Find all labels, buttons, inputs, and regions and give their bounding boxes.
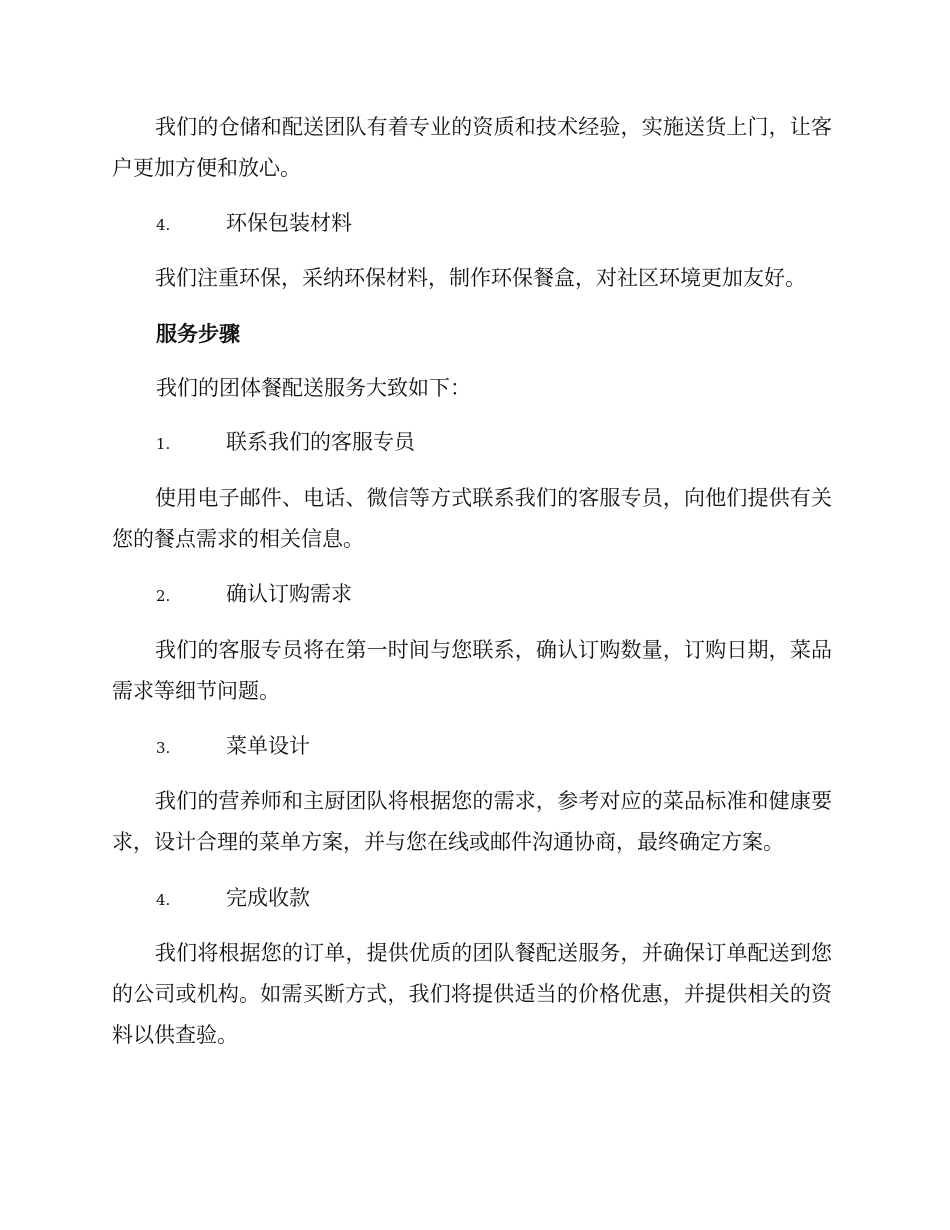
step-description: 我们的客服专员将在第一时间与您联系，确认订购数量，订购日期，菜品需求等细节问题。 bbox=[112, 638, 832, 703]
intro-paragraph: 我们的团体餐配送服务大致如下： bbox=[156, 376, 471, 400]
step-item bbox=[156, 726, 832, 769]
step-number: 1. bbox=[156, 435, 171, 453]
step-number: 4. bbox=[156, 891, 171, 909]
list-number: 4. bbox=[156, 216, 171, 234]
paragraph-eco: 我们注重环保，采纳环保材料，制作环保餐盒，对社区环境更加友好。 bbox=[155, 266, 806, 290]
step-label: 联系我们的客服专员 bbox=[226, 430, 415, 454]
step-label: 菜单设计 bbox=[226, 734, 310, 758]
step-item bbox=[156, 574, 832, 617]
step-description: 我们的营养师和主厨团队将根据您的需求，参考对应的菜品标准和健康要求，设计合理的菜单方案，并与您在线或邮件沟通协商，最终确定方案。 bbox=[112, 789, 832, 854]
step-label: 确认订购需求 bbox=[226, 582, 352, 606]
step-label: 完成收款 bbox=[226, 886, 310, 910]
list-label: 环保包装材料 bbox=[226, 211, 352, 235]
section-heading: 服务步骤 bbox=[156, 321, 240, 346]
step-description: 使用电子邮件、电话、微信等方式联系我们的客服专员，向他们提供有关您的餐点需求的相关信息。 bbox=[112, 486, 832, 551]
step-description: 我们将根据您的订单，提供优质的团队餐配送服务，并确保订单配送到您的公司或机构。如需买断方式，我们将提供适当的价格优惠，并提供相关的资料以供查验。 bbox=[112, 941, 832, 1047]
step-number: 3. bbox=[156, 739, 171, 757]
step-item bbox=[156, 422, 832, 465]
step-number: 2. bbox=[156, 587, 171, 605]
step-item bbox=[156, 878, 832, 921]
paragraph-warehouse: 我们的仓储和配送团队有着专业的资质和技术经验，实施送货上门，让客户更加方便和放心。 bbox=[112, 115, 832, 180]
list-item-eco-packaging bbox=[156, 203, 832, 246]
